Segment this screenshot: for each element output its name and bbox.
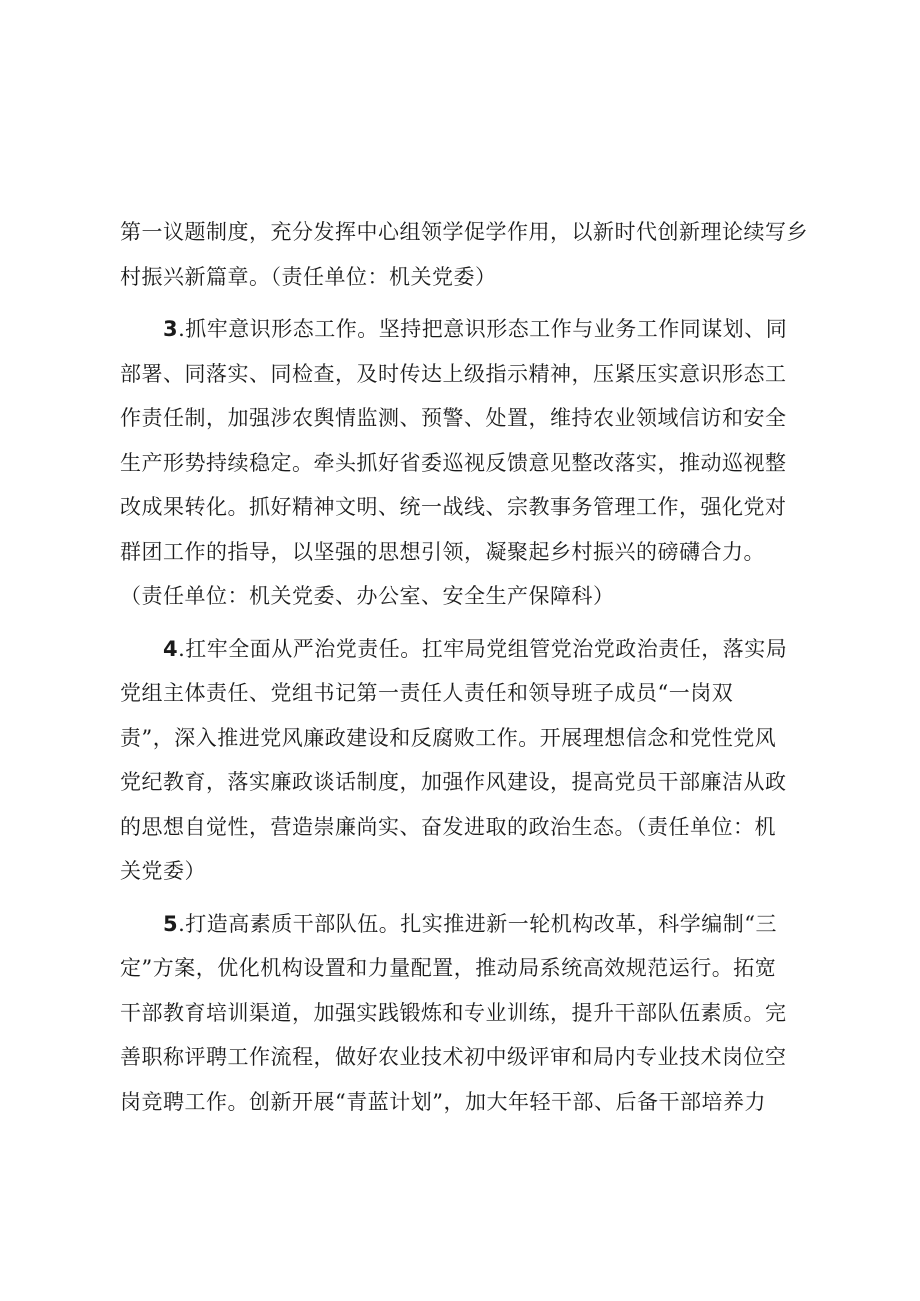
text-line: 的思想自觉性，营造崇廉尚实、奋发进取的政治生态。（责任单位：机 [120,814,776,839]
text-line: （责任单位：机关党委、办公室、安全生产保障科） [120,584,615,608]
text-line: 作责任制，加强涉农舆情监测、预警、处置，维持农业领域信访和安全 [120,406,787,430]
item-number: 3 [163,317,179,341]
text-line: 部署、同落实、同检查，及时传达上级指示精神，压紧压实意识形态工 [120,361,787,386]
text-line: .扛牢全面从严治党责任。扛牢局党组管党治党政治责任，落实局 [178,636,788,661]
paragraph-first-line [120,627,810,672]
document-body [120,210,810,1124]
text-line: 党纪教育，落实廉政谈话制度，加强作风建设，提高党员干部廉洁从政 [120,770,787,794]
text-line: 岗竞聘工作。创新开展“青蓝计划”，加大年轻干部、后备干部培养力 [120,1089,766,1114]
text-line: 责”，深入推进党风廉政建设和反腐败工作。开展理想信念和党性党风 [120,725,777,750]
text-line: 善职称评聘工作流程，做好农业技术初中级评审和局内专业技术岗位空 [120,1045,787,1069]
text-line: .打造高素质干部队伍。扎实推进新一轮机构改革，科学编制“三 [178,911,778,936]
text-line: 生产形势持续稳定。牵头抓好省委巡视反馈意见整改落实，推动巡视整 [120,450,787,475]
item-number: 4 [163,636,179,661]
paragraph-intro [120,210,810,299]
paragraph-5 [120,902,810,1125]
text-line: 改成果转化。抓好精神文明、统一战线、宗教事务管理工作，强化党对 [120,495,787,519]
text-line: .抓牢意识形态工作。坚持把意识形态工作与业务工作同谋划、同 [178,317,788,341]
paragraph-first-line [120,902,810,947]
text-line: 定”方案，优化机构设置和力量配置，推动局系统高效规范运行。拓宽 [120,956,777,980]
text-line: 党组主体责任、党组书记第一责任人责任和领导班子成员“一岗双 [120,681,734,705]
item-number: 5 [163,911,179,936]
text-line: 关党委） [120,859,206,883]
paragraph-first-line [120,307,810,352]
text-line: 干部教育培训渠道，加强实践锻炼和专业训练，提升干部队伍素质。完 [120,1000,787,1025]
text-line: 群团工作的指导，以坚强的思想引领，凝聚起乡村振兴的磅礴合力。 [120,539,765,564]
paragraph-4 [120,627,810,894]
paragraph-3 [120,307,810,619]
text-line: 第一议题制度，充分发挥中心组领学促学作用，以新时代创新理论续写乡 [120,220,808,244]
text-line: 村振兴新篇章。（责任单位：机关党委） [120,264,497,289]
